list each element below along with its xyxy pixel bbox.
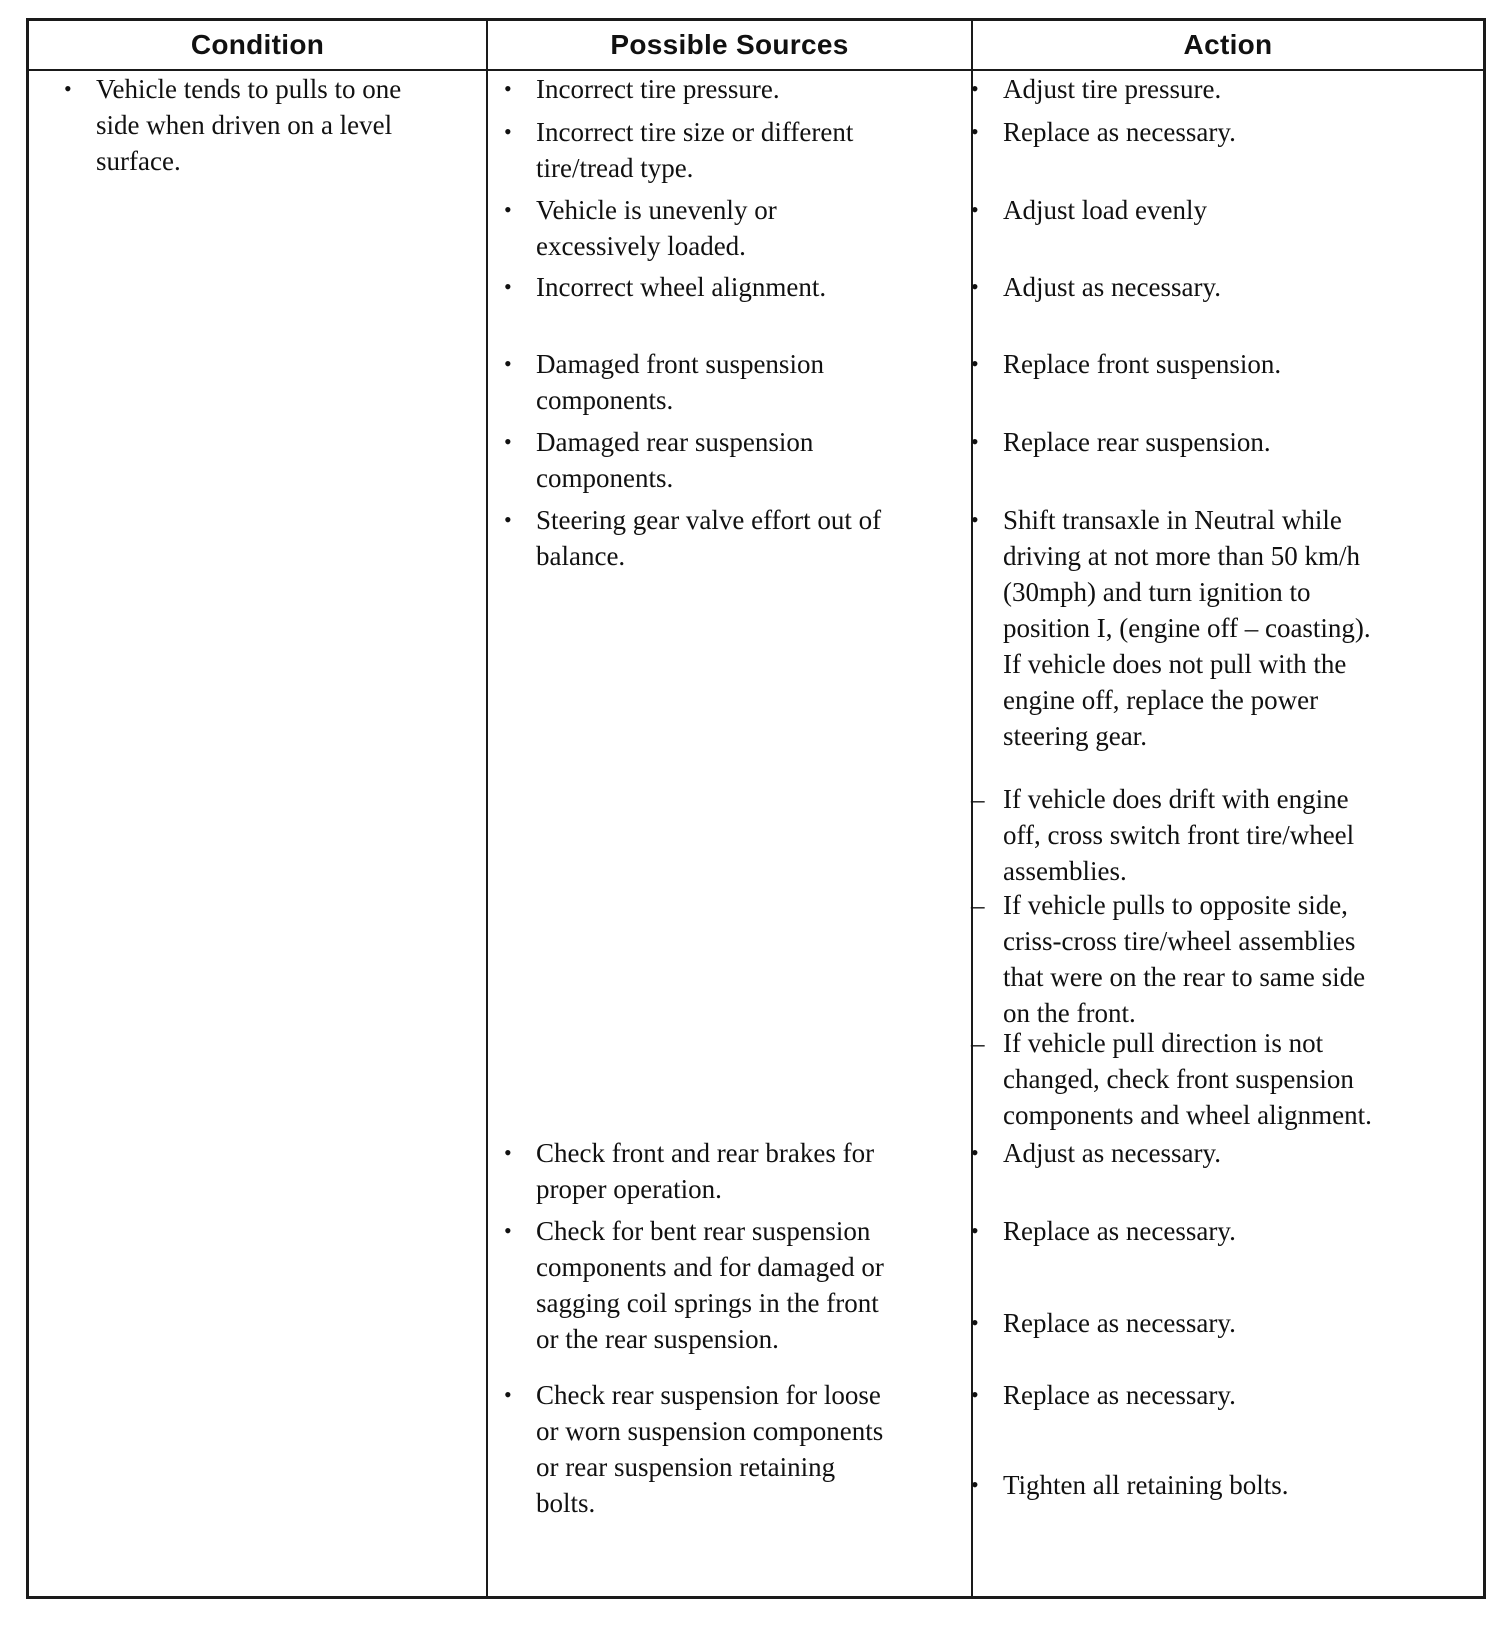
- bullet-marker: •: [504, 1218, 512, 1243]
- item-line: Replace rear suspension.: [1003, 427, 1271, 457]
- item-line: Damaged front suspension: [536, 349, 824, 379]
- bullet-marker: •: [504, 119, 512, 144]
- item-line: (30mph) and turn ignition to: [1003, 577, 1311, 607]
- item-line: components.: [536, 385, 674, 415]
- item-line: excessively loaded.: [536, 231, 746, 261]
- action-item: [969, 1025, 1372, 1133]
- source-item: [502, 1213, 884, 1357]
- item-line: Check rear suspension for loose: [536, 1380, 881, 1410]
- condition-item: [62, 71, 401, 179]
- bullet-marker: •: [504, 197, 512, 222]
- item-line: Check front and rear brakes for: [536, 1138, 875, 1168]
- item-line: If vehicle does drift with engine: [1003, 784, 1349, 814]
- source-item: [502, 424, 813, 496]
- item-line: balance.: [536, 541, 626, 571]
- header-action: Action: [1183, 29, 1273, 60]
- item-line: steering gear.: [1003, 721, 1147, 751]
- dash-marker: –: [971, 890, 985, 920]
- item-line: Replace as necessary.: [1003, 117, 1236, 147]
- bullet-marker: •: [504, 429, 512, 454]
- bullet-marker: •: [971, 1472, 979, 1497]
- item-line: Vehicle is unevenly or: [536, 195, 777, 225]
- item-line: Adjust as necessary.: [1003, 1138, 1221, 1168]
- bullet-marker: •: [971, 1140, 979, 1165]
- action-item: [969, 887, 1365, 1031]
- item-line: surface.: [96, 146, 181, 176]
- item-line: Adjust as necessary.: [1003, 272, 1221, 302]
- bullet-marker: •: [971, 429, 979, 454]
- header-possible-sources: Possible Sources: [610, 29, 849, 60]
- action-item: [969, 1467, 1289, 1503]
- item-line: Replace as necessary.: [1003, 1216, 1236, 1246]
- action-item: [969, 1213, 1236, 1249]
- bullet-marker: •: [971, 1310, 979, 1335]
- item-line: engine off, replace the power: [1003, 685, 1319, 715]
- action-item: [969, 114, 1236, 150]
- item-line: If vehicle pull direction is not: [1003, 1028, 1324, 1058]
- item-line: that were on the rear to same side: [1003, 962, 1366, 992]
- bullet-marker: •: [504, 274, 512, 299]
- item-line: Vehicle tends to pulls to one: [96, 74, 402, 104]
- item-line: Shift transaxle in Neutral while: [1003, 505, 1342, 535]
- action-item: [969, 71, 1221, 107]
- item-line: driving at not more than 50 km/h: [1003, 541, 1360, 571]
- item-line: If vehicle pulls to opposite side,: [1003, 890, 1348, 920]
- item-line: criss-cross tire/wheel assemblies: [1003, 926, 1356, 956]
- item-line: side when driven on a level: [96, 110, 393, 140]
- bullet-marker: •: [971, 197, 979, 222]
- bullet-marker: •: [971, 507, 979, 532]
- item-line: or rear suspension retaining: [536, 1452, 836, 1482]
- action-item: [969, 192, 1207, 228]
- source-item: [502, 1135, 874, 1207]
- action-item: [969, 1135, 1221, 1171]
- bullet-marker: •: [504, 351, 512, 376]
- item-line: components and wheel alignment.: [1003, 1100, 1372, 1130]
- item-line: or the rear suspension.: [536, 1324, 779, 1354]
- action-item: [969, 1305, 1236, 1341]
- source-item: [502, 346, 824, 418]
- bullet-marker: •: [504, 507, 512, 532]
- item-line: position I, (engine off – coasting).: [1003, 613, 1371, 643]
- item-line: Replace as necessary.: [1003, 1308, 1236, 1338]
- item-line: bolts.: [536, 1488, 596, 1518]
- bullet-marker: •: [64, 76, 72, 101]
- item-line: on the front.: [1003, 998, 1136, 1028]
- action-item: [969, 346, 1281, 382]
- source-item: [502, 114, 853, 186]
- item-line: Incorrect wheel alignment.: [536, 272, 827, 302]
- bullet-marker: •: [504, 1382, 512, 1407]
- item-line: Damaged rear suspension: [536, 427, 814, 457]
- item-line: Replace front suspension.: [1003, 349, 1282, 379]
- action-item: [969, 781, 1354, 889]
- source-item: [502, 269, 826, 305]
- bullet-marker: •: [971, 274, 979, 299]
- dash-marker: –: [971, 784, 985, 814]
- item-line: components.: [536, 463, 674, 493]
- action-item: [969, 1377, 1236, 1413]
- header-condition: Condition: [190, 29, 325, 60]
- item-line: Replace as necessary.: [1003, 1380, 1236, 1410]
- source-item: [502, 502, 881, 574]
- item-line: or worn suspension components: [536, 1416, 884, 1446]
- source-item: [502, 71, 780, 107]
- source-item: [502, 192, 777, 264]
- item-line: Check for bent rear suspension: [536, 1216, 871, 1246]
- bullet-marker: •: [971, 76, 979, 101]
- item-line: changed, check front suspension: [1003, 1064, 1354, 1094]
- item-line: Steering gear valve effort out of: [536, 505, 882, 535]
- item-line: proper operation.: [536, 1174, 722, 1204]
- item-line: Adjust tire pressure.: [1003, 74, 1222, 104]
- bullet-marker: •: [971, 351, 979, 376]
- column-divider-1: [486, 21, 488, 1596]
- troubleshooting-table: [26, 18, 1486, 1599]
- item-line: Incorrect tire pressure.: [536, 74, 780, 104]
- item-line: Adjust load evenly: [1003, 195, 1207, 225]
- bullet-marker: •: [971, 119, 979, 144]
- bullet-marker: •: [504, 76, 512, 101]
- bullet-marker: •: [971, 1218, 979, 1243]
- action-item: [969, 269, 1221, 305]
- item-line: components and for damaged or: [536, 1252, 884, 1282]
- item-line: tire/tread type.: [536, 153, 694, 183]
- item-line: off, cross switch front tire/wheel: [1003, 820, 1355, 850]
- item-line: Tighten all retaining bolts.: [1003, 1470, 1289, 1500]
- dash-marker: –: [971, 1028, 985, 1058]
- item-line: assemblies.: [1003, 856, 1127, 886]
- item-line: Incorrect tire size or different: [536, 117, 854, 147]
- item-line: sagging coil springs in the front: [536, 1288, 879, 1318]
- action-item: [969, 424, 1271, 460]
- source-item: [502, 1377, 883, 1521]
- item-line: If vehicle does not pull with the: [1003, 649, 1347, 679]
- action-item: [969, 502, 1371, 754]
- bullet-marker: •: [971, 1382, 979, 1407]
- bullet-marker: •: [504, 1140, 512, 1165]
